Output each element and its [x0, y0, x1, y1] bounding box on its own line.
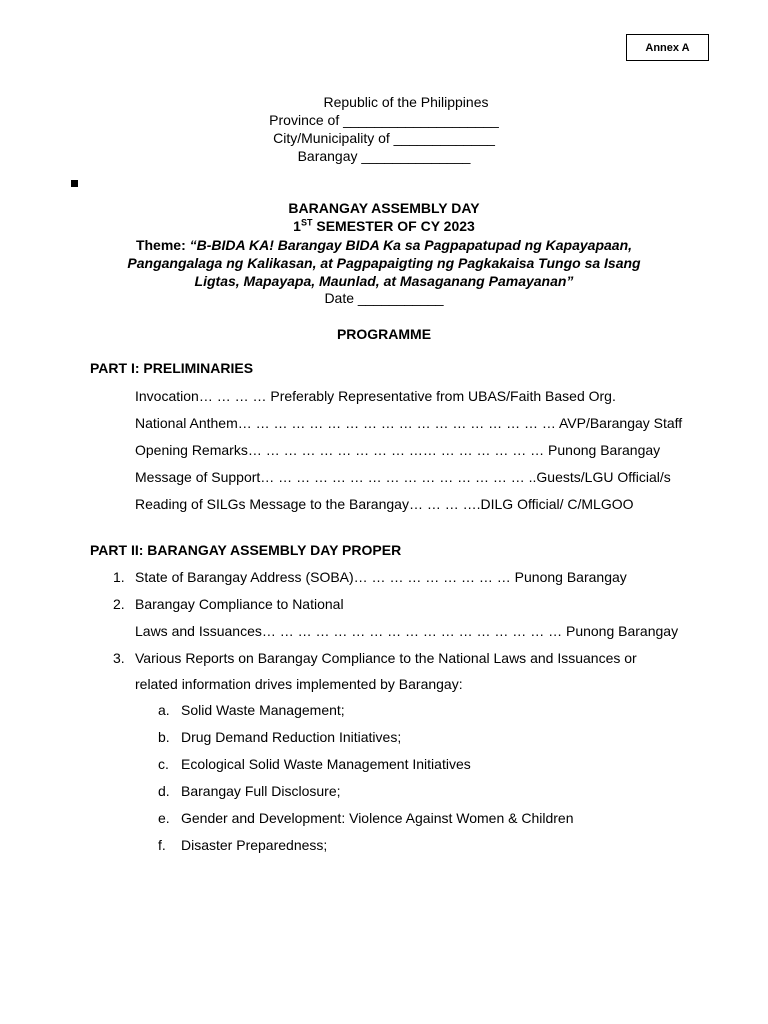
square-bullet-icon: [71, 180, 78, 187]
semester-text: SEMESTER OF CY 2023: [312, 218, 475, 234]
subitem-letter: e.: [158, 810, 170, 826]
theme-label: Theme:: [135, 237, 190, 253]
header-republic: Republic of the Philippines: [323, 94, 489, 110]
part1-item-anthem: National Anthem… … … … … … … … … … … … … … … … … … AVP/Barangay Staff: [135, 415, 683, 431]
annex-label: Annex A: [626, 34, 709, 61]
part2-item2-line1: Barangay Compliance to National: [135, 596, 344, 612]
part1-item-invocation: Invocation… … … … Preferably Representative from UBAS/Faith Based Org.: [135, 388, 616, 404]
theme-line-2: Pangangalaga ng Kalikasan, at Pagpapaigting ng Pagkakaisa Tungo sa Isang: [127, 255, 641, 271]
subitem-gender-development: Gender and Development: Violence Against Women & Children: [181, 810, 574, 826]
subitem-full-disclosure: Barangay Full Disclosure;: [181, 783, 341, 799]
title-assembly-day: BARANGAY ASSEMBLY DAY: [288, 200, 480, 216]
header-city: City/Municipality of _____________: [273, 130, 495, 146]
theme-line-3: Ligtas, Mapayapa, Maunlad, at Masaganang Pamayanan”: [194, 273, 574, 289]
part2-heading: PART II: BARANGAY ASSEMBLY DAY PROPER: [90, 542, 402, 558]
subitem-drug-demand: Drug Demand Reduction Initiatives;: [181, 729, 402, 745]
header-barangay: Barangay ______________: [297, 148, 471, 164]
header-province: Province of ____________________: [269, 112, 499, 128]
semester-number: 1: [293, 218, 301, 234]
subitem-letter: f.: [158, 837, 166, 853]
subitem-letter: a.: [158, 702, 170, 718]
subitem-solid-waste: Solid Waste Management;: [181, 702, 345, 718]
part2-item3-line1: Various Reports on Barangay Compliance to the National Laws and Issuances or: [135, 650, 637, 666]
part1-item-silg: Reading of SILGs Message to the Barangay… … … ….DILG Official/ C/MLGOO: [135, 496, 634, 512]
part1-heading: PART I: PRELIMINARIES: [90, 360, 254, 376]
semester-superscript: ST: [300, 217, 313, 228]
part2-item1-soba: State of Barangay Address (SOBA)… … … … … … … … … Punong Barangay: [135, 569, 627, 585]
theme-line-1: [0, 237, 768, 254]
part2-item2-number: 2.: [113, 596, 125, 612]
part2-item1-number: 1.: [113, 569, 125, 585]
part1-item-support: Message of Support… … … … … … … … … … … … … … … ..Guests/LGU Official/s: [135, 469, 671, 485]
subitem-letter: d.: [158, 783, 170, 799]
theme-text-1: “B-BIDA KA! Barangay BIDA Ka sa Pagpapatupad ng Kapayapaan,: [189, 237, 633, 253]
subitem-letter: c.: [158, 756, 169, 772]
subitem-ecological: Ecological Solid Waste Management Initiatives: [181, 756, 471, 772]
subitem-letter: b.: [158, 729, 170, 745]
date-line: Date ___________: [324, 290, 444, 306]
part1-item-opening: Opening Remarks… … … … … … … … … …… … … … … … … Punong Barangay: [135, 442, 661, 458]
programme-heading: PROGRAMME: [336, 326, 432, 342]
part2-item2-line2: Laws and Issuances… … … … … … … … … … … … … … … … … Punong Barangay: [135, 623, 679, 639]
part2-item3-line2: related information drives implemented by Barangay:: [135, 676, 463, 692]
title-semester: [0, 218, 768, 235]
part2-item3-number: 3.: [113, 650, 125, 666]
subitem-disaster: Disaster Preparedness;: [181, 837, 328, 853]
